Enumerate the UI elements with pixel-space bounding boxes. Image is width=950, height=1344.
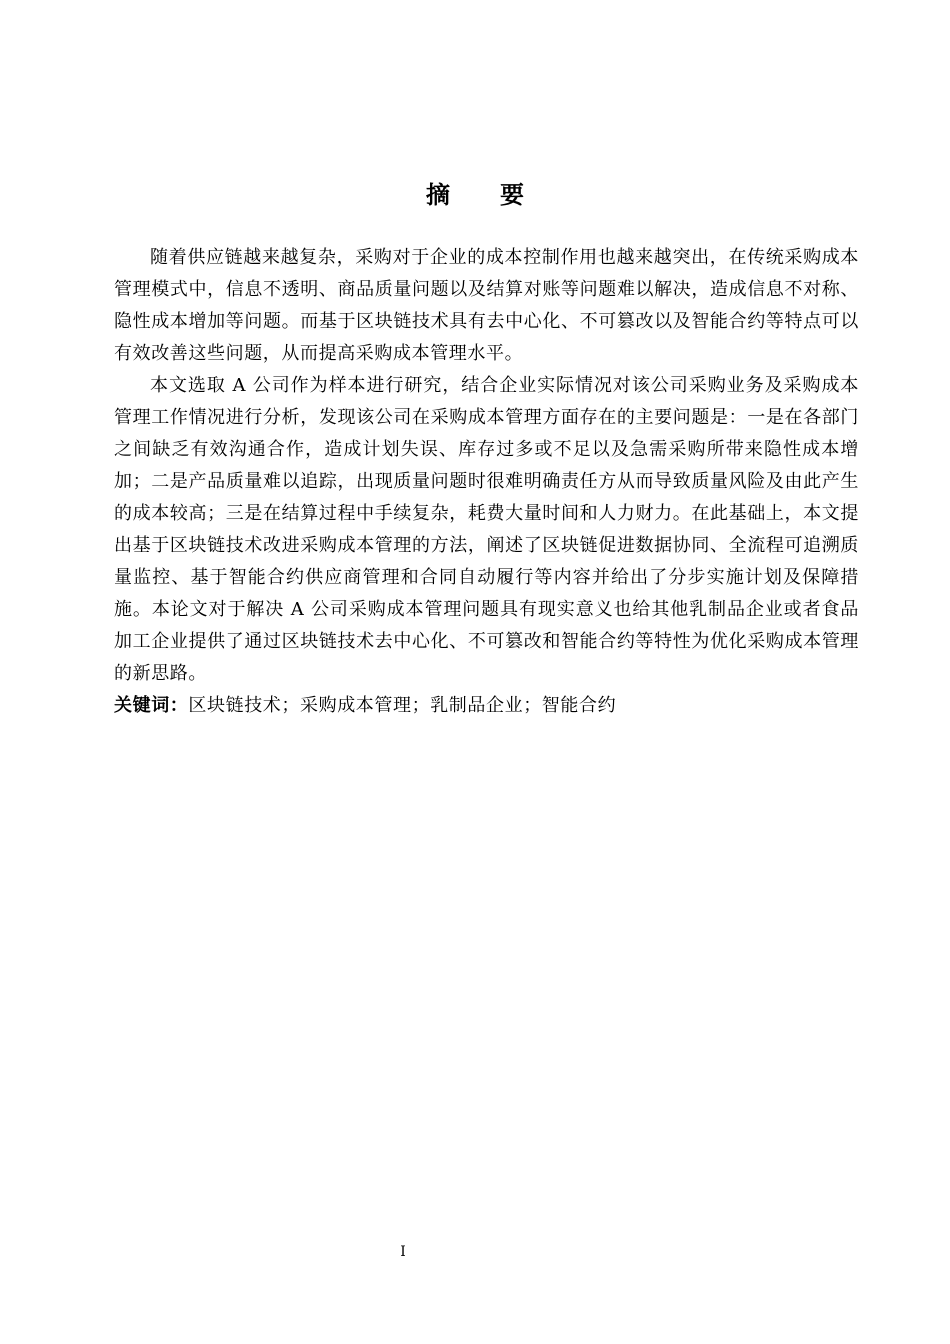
keywords-label: 关键词：	[114, 695, 189, 716]
page-number: I	[400, 1244, 406, 1260]
keywords-line	[114, 690, 859, 722]
abstract-title: 摘要	[426, 181, 574, 209]
abstract-paragraph-2: 本文选取 A 公司作为样本进行研究，结合企业实际情况对该公司采购业务及采购成本管理工作情况进行分析，发现该公司在采购成本管理方面存在的主要问题是：一是在各部门之间缺乏有效沟通合作，造成计划失误、库存过多或不足以及急需采购所带来隐性成本增加；二是产品质量难以追踪，出现质量问题时很难明确责任方从而导致质量风险及由此产生的成本较高；三是在结算过程中手续复杂，耗费大量时间和人力财力。在此基础上，本文提出基于区块链技术改进采购成本管理的方法，阐述了区块链促进数据协同、全流程可追溯质量监控、基于智能合约供应商管理和合同自动履行等内容并给出了分步实施计划及保障措施。本论文对于解决 A 公司采购成本管理问题具有现实意义也给其他乳制品企业或者食品加工企业提供了通过区块链技术去中心化、不可篡改和智能合约等特性为优化采购成本管理的新思路。	[114, 375, 859, 684]
abstract-paragraph-1: 随着供应链越来越复杂，采购对于企业的成本控制作用也越来越突出，在传统采购成本管理模式中，信息不透明、商品质量问题以及结算对账等问题难以解决，造成信息不对称、隐性成本增加等问题。而基于区块链技术具有去中心化、不可篡改以及智能合约等特点可以有效改善这些问题，从而提高采购成本管理水平。	[114, 247, 859, 364]
keywords-text: 区块链技术；采购成本管理；乳制品企业；智能合约	[188, 695, 617, 716]
abstract-body	[114, 242, 859, 722]
